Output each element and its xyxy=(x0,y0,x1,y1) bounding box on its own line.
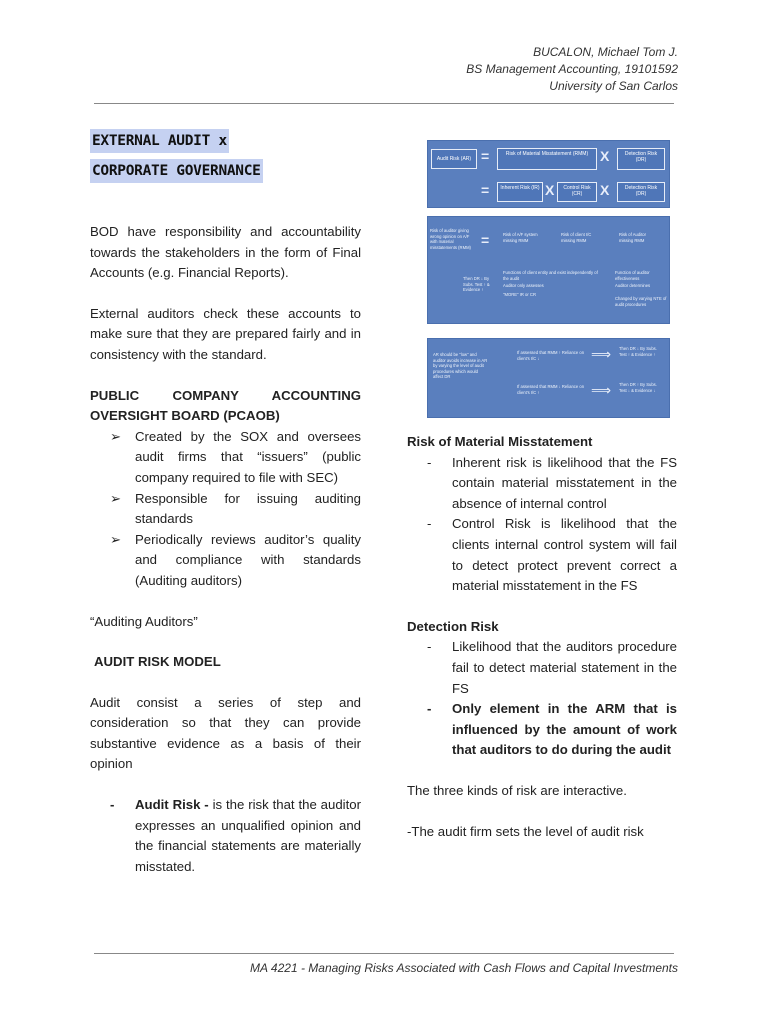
author-program: BS Management Accounting, 19101592 xyxy=(466,62,678,76)
audit-firm-paragraph: -The audit firm sets the level of audit risk xyxy=(407,823,644,839)
rmm-down-text: If assessed that RMM ↓ Reliance on client's I/C ↑ xyxy=(517,384,585,395)
page-header xyxy=(466,44,678,95)
interactive-risk-paragraph: The three kinds of risk are interactive. xyxy=(407,782,627,798)
bullet-text: Functions of client entity and exist independently of the audit xyxy=(503,270,598,281)
rmm-heading: Risk of Material Misstatement xyxy=(407,434,593,449)
left-column xyxy=(90,126,361,877)
audit-paragraph: Audit consist a series of step and consideration so that they can provide substantive evidence as a basis of their opinion xyxy=(90,694,361,772)
risk-of-auditor-text: Risk of auditor giving wrong opinion on A/F with material misstatements (RMM) xyxy=(430,228,471,250)
rmm-list xyxy=(427,453,677,597)
author-name: BUCALON, Michael Tom J. xyxy=(533,45,678,59)
arm-heading: AUDIT RISK MODEL xyxy=(94,654,221,670)
column-b-text: Risk of client I/C missing RMM xyxy=(561,232,592,243)
audit-risk-list xyxy=(110,795,361,877)
list-item: ➢ Responsible for issuing auditing standards xyxy=(110,490,361,527)
equals-symbol: = xyxy=(481,232,490,248)
list-item: - Likelihood that the auditors procedure fail to detect material statement in the FS xyxy=(427,639,677,696)
header-divider xyxy=(94,103,674,104)
multiply-symbol: X xyxy=(600,182,610,198)
list-item: - Control Risk is likelihood that the clients internal control system will fail to detect protect prevent correct a material misstatement in the FS xyxy=(427,516,677,594)
bod-paragraph: BOD have responsibility and accountability towards the stakeholders in the form of Final Accounts (e.g. Financial Reports). xyxy=(90,224,361,281)
title-line-2: CORPORATE GOVERNANCE xyxy=(90,159,263,183)
rmm-up-text: If assessed that RMM ↑ Reliance on client's I/C ↓ xyxy=(517,350,585,361)
external-auditors-paragraph: External auditors check these accounts to make sure that they are prepared fairly and in consistency with the standard. xyxy=(90,305,361,362)
audit-risk-definition: is the risk that the auditor expresses an unqualified opinion and the financial statements are materially misstated. xyxy=(135,797,362,874)
then-dr-text: Then DR ↓ By Subs. Test ↑ & Evidence ↑ xyxy=(463,276,490,292)
column-a-text: Risk of A/F system missing RMM xyxy=(503,232,538,243)
column-c-text: Risk of Auditor missing RMM xyxy=(619,232,646,243)
list-item: - Inherent risk is likelihood that the FS contain material misstatement in the absence of internal control xyxy=(427,454,677,511)
arrow-icon: ⟹ xyxy=(591,346,612,362)
ar-low-text: AR should be "low" and auditor avoids increase in AR by varying the level of audit procedures which would affect DR xyxy=(433,352,488,379)
list-item: ➢ Periodically reviews auditor’s quality and compliance with standards (Auditing auditors) xyxy=(110,531,361,588)
bullet-text: Auditor only assesses xyxy=(503,283,544,288)
bullet-text: Function of auditor effectiveness xyxy=(615,270,650,281)
inherent-risk-box: Inherent Risk (IR) xyxy=(497,182,543,202)
detection-risk-box: Detection Risk (DR) xyxy=(617,182,665,202)
audit-risk-model-diagram xyxy=(427,140,670,418)
bullet-text: Changed by varying NTE of audit procedures xyxy=(615,296,667,307)
footer-divider xyxy=(94,953,674,954)
detection-risk-list xyxy=(427,637,677,761)
right-column xyxy=(407,432,677,842)
pcaob-heading: PUBLIC COMPANY ACCOUNTING OVERSIGHT BOARD (PCAOB) xyxy=(90,387,361,424)
multiply-symbol: X xyxy=(545,182,555,198)
list-item: ➢ Created by the SOX and oversees audit firms that “issuers” (public company required to file with SEC) xyxy=(110,428,361,485)
arrow-icon: ⟹ xyxy=(591,382,612,398)
equals-symbol: = xyxy=(481,148,490,164)
equals-symbol: = xyxy=(481,182,490,198)
audit-risk-term: Audit Risk - xyxy=(135,797,209,813)
auditing-auditors-quote: “Auditing Auditors” xyxy=(90,613,198,629)
author-school: University of San Carlos xyxy=(549,79,678,93)
title-line-1: EXTERNAL AUDIT x xyxy=(90,129,229,153)
bullet-text: Auditor determines xyxy=(615,283,651,288)
list-item: - Only element in the ARM that is influenced by the amount of work that auditors to do during the audit xyxy=(427,701,677,758)
pcaob-list xyxy=(110,427,361,592)
bullet-text: "MORE" IR or CR xyxy=(503,292,536,297)
page-title xyxy=(90,126,361,186)
detection-risk-heading: Detection Risk xyxy=(407,618,499,634)
multiply-symbol: X xyxy=(600,148,610,164)
detection-risk-box: Detection Risk (DR) xyxy=(617,148,665,170)
audit-risk-box: Audit Risk (AR) xyxy=(431,149,477,169)
list-item: - Audit Risk - is the risk that the auditor expresses an unqualified opinion and the financial statements are materially misstated. xyxy=(110,797,362,874)
rmm-box: Risk of Material Misstatement (RMM) xyxy=(497,148,597,170)
page-footer: MA 4221 - Managing Risks Associated with Cash Flows and Capital Investments xyxy=(250,961,678,975)
control-risk-box: Control Risk (CR) xyxy=(557,182,597,202)
then-dr-up-text: Then DR ↑ By Subs. Test ↓ & Evidence ↓ xyxy=(619,382,657,393)
then-dr-down-text: Then DR ↓ By Subs. Test ↑ & Evidence ↑ xyxy=(619,346,657,357)
